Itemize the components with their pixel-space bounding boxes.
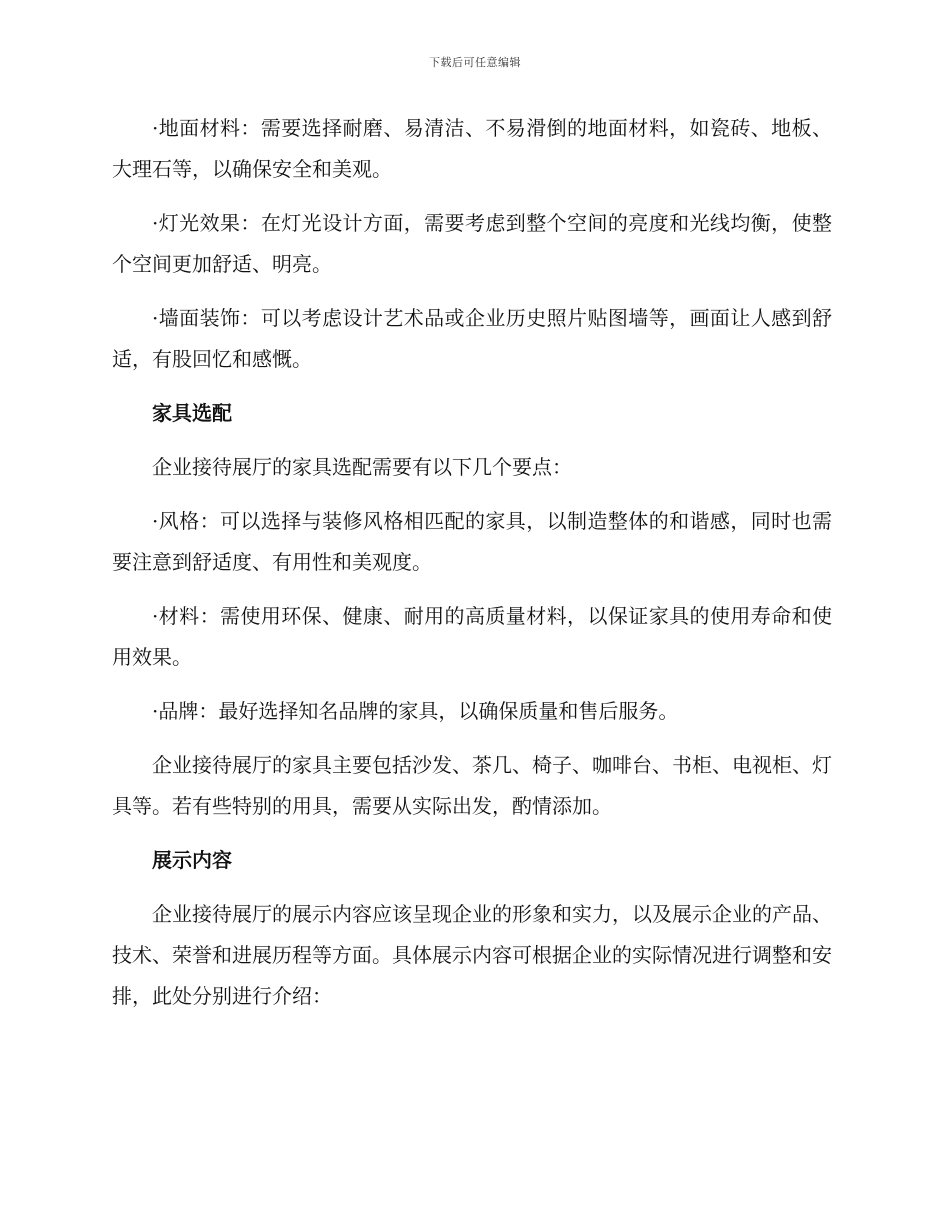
paragraph-furniture-items: 企业接待展厅的家具主要包括沙发、茶几、椅子、咖啡台、书柜、电视柜、灯具等。若有些特别的用具，需要从实际出发，酌情添加。 bbox=[112, 753, 832, 818]
paragraph-furniture-brand: ·品牌：最好选择知名品牌的家具，以确保质量和售后服务。 bbox=[152, 699, 679, 723]
document-body bbox=[112, 108, 832, 1030]
paragraph-furniture-style: ·风格：可以选择与装修风格相匹配的家具，以制造整体的和谐感，同时也需要注意到舒适度、有用性和美观度。 bbox=[112, 509, 832, 574]
paragraph-lighting-effects: ·灯光效果：在灯光设计方面，需要考虑到整个空间的亮度和光线均衡，使整个空间更加舒适、明亮。 bbox=[112, 211, 832, 276]
section-heading-display-content: 展示内容 bbox=[152, 848, 232, 872]
paragraph-display-intro: 企业接待展厅的展示内容应该呈现企业的形象和实力，以及展示企业的产品、技术、荣誉和进展历程等方面。具体展示内容可根据企业的实际情况进行调整和安排，此处分别进行介绍： bbox=[112, 902, 832, 1008]
paragraph-furniture-intro: 企业接待展厅的家具选配需要有以下几个要点： bbox=[152, 455, 572, 479]
paragraph-floor-materials: ·地面材料：需要选择耐磨、易清洁、不易滑倒的地面材料，如瓷砖、地板、大理石等，以确保安全和美观。 bbox=[112, 116, 832, 181]
paragraph-wall-decoration: ·墙面装饰：可以考虑设计艺术品或企业历史照片贴图墙等，画面让人感到舒适，有股回忆和感慨。 bbox=[112, 306, 832, 371]
paragraph-furniture-material: ·材料：需使用环保、健康、耐用的高质量材料，以保证家具的使用寿命和使用效果。 bbox=[112, 604, 832, 669]
section-heading-furniture: 家具选配 bbox=[152, 401, 232, 425]
page-header: 下载后可任意编辑 bbox=[429, 56, 521, 69]
